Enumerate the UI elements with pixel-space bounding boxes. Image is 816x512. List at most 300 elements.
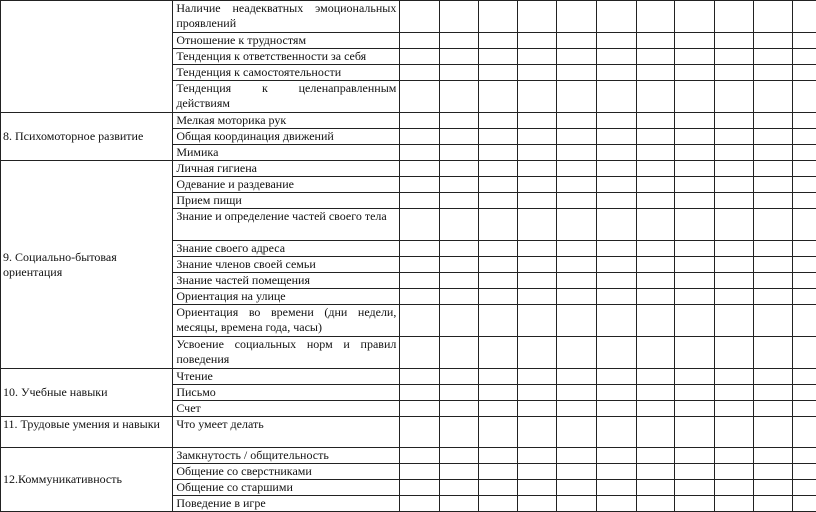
score-cell[interactable] — [479, 241, 518, 257]
score-cell[interactable] — [479, 193, 518, 209]
score-cell[interactable] — [792, 1, 816, 33]
score-cell[interactable] — [517, 161, 557, 177]
score-cell[interactable] — [400, 257, 440, 273]
indicator-cell: Что умеет делать — [173, 417, 400, 448]
score-cell[interactable] — [792, 305, 816, 337]
score-cell[interactable] — [439, 49, 479, 65]
score-cell[interactable] — [675, 417, 715, 448]
score-cell[interactable] — [439, 401, 479, 417]
score-cell[interactable] — [517, 448, 557, 464]
indicator-cell: Знание частей помещения — [173, 273, 400, 289]
score-cell[interactable] — [714, 480, 754, 496]
score-cell[interactable] — [714, 33, 754, 49]
score-cell[interactable] — [439, 145, 479, 161]
score-cell[interactable] — [754, 448, 793, 464]
score-cell[interactable] — [400, 496, 440, 512]
score-cell[interactable] — [517, 273, 557, 289]
score-cell[interactable] — [792, 193, 816, 209]
score-cell[interactable] — [439, 448, 479, 464]
score-cell[interactable] — [479, 49, 518, 65]
score-cell[interactable] — [557, 209, 597, 241]
score-cell[interactable] — [792, 289, 816, 305]
score-cell[interactable] — [675, 129, 715, 145]
score-cell[interactable] — [517, 496, 557, 512]
score-cell[interactable] — [636, 65, 675, 81]
score-cell[interactable] — [400, 369, 440, 385]
score-cell[interactable] — [597, 385, 637, 401]
score-cell[interactable] — [754, 385, 793, 401]
score-cell[interactable] — [792, 129, 816, 145]
score-cell[interactable] — [754, 480, 793, 496]
score-cell[interactable] — [675, 113, 715, 129]
score-cell[interactable] — [636, 337, 675, 369]
score-cell[interactable] — [675, 369, 715, 385]
score-cell[interactable] — [754, 65, 793, 81]
score-cell[interactable] — [557, 417, 597, 448]
score-cell[interactable] — [754, 49, 793, 65]
score-cell[interactable] — [754, 161, 793, 177]
indicator-cell: Усвоение социальных норм и правил поведения — [173, 337, 400, 369]
score-cell[interactable] — [636, 145, 675, 161]
score-cell[interactable] — [675, 177, 715, 193]
score-cell[interactable] — [714, 369, 754, 385]
score-cell[interactable] — [675, 273, 715, 289]
score-cell[interactable] — [597, 145, 637, 161]
score-cell[interactable] — [714, 209, 754, 241]
score-cell[interactable] — [400, 417, 440, 448]
score-cell[interactable] — [636, 257, 675, 273]
score-cell[interactable] — [439, 496, 479, 512]
score-cell[interactable] — [439, 33, 479, 49]
score-cell[interactable] — [557, 161, 597, 177]
score-cell[interactable] — [636, 385, 675, 401]
score-cell[interactable] — [517, 464, 557, 480]
score-cell[interactable] — [597, 65, 637, 81]
score-cell[interactable] — [597, 369, 637, 385]
score-cell[interactable] — [675, 385, 715, 401]
score-cell[interactable] — [517, 1, 557, 33]
score-cell[interactable] — [754, 369, 793, 385]
score-cell[interactable] — [636, 81, 675, 113]
score-cell[interactable] — [754, 113, 793, 129]
score-cell[interactable] — [714, 464, 754, 480]
score-cell[interactable] — [517, 209, 557, 241]
score-cell[interactable] — [792, 257, 816, 273]
score-cell[interactable] — [597, 177, 637, 193]
score-cell[interactable] — [792, 177, 816, 193]
score-cell[interactable] — [754, 401, 793, 417]
score-cell[interactable] — [439, 129, 479, 145]
score-cell[interactable] — [675, 496, 715, 512]
score-cell[interactable] — [714, 337, 754, 369]
score-cell[interactable] — [517, 417, 557, 448]
score-cell[interactable] — [557, 448, 597, 464]
score-cell[interactable] — [597, 417, 637, 448]
score-cell[interactable] — [400, 1, 440, 33]
score-cell[interactable] — [479, 129, 518, 145]
score-cell[interactable] — [479, 417, 518, 448]
score-cell[interactable] — [479, 161, 518, 177]
score-cell[interactable] — [517, 305, 557, 337]
score-cell[interactable] — [636, 49, 675, 65]
score-cell[interactable] — [400, 289, 440, 305]
score-cell[interactable] — [792, 161, 816, 177]
score-cell[interactable] — [597, 241, 637, 257]
score-cell[interactable] — [714, 401, 754, 417]
score-cell[interactable] — [517, 369, 557, 385]
score-cell[interactable] — [792, 33, 816, 49]
score-cell[interactable] — [597, 1, 637, 33]
score-cell[interactable] — [479, 65, 518, 81]
score-cell[interactable] — [479, 257, 518, 273]
score-cell[interactable] — [479, 33, 518, 49]
score-cell[interactable] — [517, 81, 557, 113]
score-cell[interactable] — [792, 49, 816, 65]
score-cell[interactable] — [597, 113, 637, 129]
score-cell[interactable] — [792, 496, 816, 512]
score-cell[interactable] — [754, 257, 793, 273]
score-cell[interactable] — [675, 448, 715, 464]
score-cell[interactable] — [479, 209, 518, 241]
score-cell[interactable] — [517, 33, 557, 49]
indicator-cell: Мимика — [173, 145, 400, 161]
score-cell[interactable] — [400, 193, 440, 209]
table-row — [1, 417, 816, 448]
score-cell[interactable] — [675, 289, 715, 305]
score-cell[interactable] — [400, 65, 440, 81]
score-cell[interactable] — [675, 49, 715, 65]
table-row — [1, 369, 816, 385]
score-cell[interactable] — [675, 305, 715, 337]
score-cell[interactable] — [517, 145, 557, 161]
score-cell[interactable] — [517, 480, 557, 496]
score-cell[interactable] — [675, 145, 715, 161]
score-cell[interactable] — [400, 145, 440, 161]
indicator-cell: Тенденция к целенаправленным действиям — [173, 81, 400, 113]
score-cell[interactable] — [754, 496, 793, 512]
score-cell[interactable] — [439, 337, 479, 369]
score-cell[interactable] — [675, 161, 715, 177]
score-cell[interactable] — [557, 1, 597, 33]
score-cell[interactable] — [675, 81, 715, 113]
score-cell[interactable] — [439, 113, 479, 129]
score-cell[interactable] — [400, 33, 440, 49]
score-cell[interactable] — [400, 464, 440, 480]
score-cell[interactable] — [597, 464, 637, 480]
score-cell[interactable] — [792, 241, 816, 257]
score-cell[interactable] — [479, 113, 518, 129]
score-cell[interactable] — [675, 401, 715, 417]
score-cell[interactable] — [675, 193, 715, 209]
score-cell[interactable] — [714, 65, 754, 81]
score-cell[interactable] — [517, 337, 557, 369]
score-cell[interactable] — [479, 305, 518, 337]
score-cell[interactable] — [557, 33, 597, 49]
score-cell[interactable] — [754, 464, 793, 480]
score-cell[interactable] — [557, 257, 597, 273]
score-cell[interactable] — [400, 241, 440, 257]
score-cell[interactable] — [597, 193, 637, 209]
score-cell[interactable] — [636, 209, 675, 241]
score-cell[interactable] — [557, 145, 597, 161]
score-cell[interactable] — [439, 257, 479, 273]
score-cell[interactable] — [517, 49, 557, 65]
score-cell[interactable] — [479, 337, 518, 369]
score-cell[interactable] — [792, 337, 816, 369]
indicator-cell: Личная гигиена — [173, 161, 400, 177]
score-cell[interactable] — [754, 129, 793, 145]
score-cell[interactable] — [439, 417, 479, 448]
score-cell[interactable] — [400, 81, 440, 113]
score-cell[interactable] — [675, 257, 715, 273]
score-cell[interactable] — [479, 81, 518, 113]
score-cell[interactable] — [714, 305, 754, 337]
score-cell[interactable] — [714, 161, 754, 177]
score-cell[interactable] — [597, 209, 637, 241]
score-cell[interactable] — [557, 464, 597, 480]
score-cell[interactable] — [792, 369, 816, 385]
score-cell[interactable] — [439, 65, 479, 81]
score-cell[interactable] — [792, 464, 816, 480]
score-cell[interactable] — [754, 305, 793, 337]
score-cell[interactable] — [714, 257, 754, 273]
score-cell[interactable] — [479, 401, 518, 417]
score-cell[interactable] — [792, 81, 816, 113]
score-cell[interactable] — [400, 177, 440, 193]
score-cell[interactable] — [439, 305, 479, 337]
score-cell[interactable] — [557, 401, 597, 417]
score-cell[interactable] — [792, 401, 816, 417]
score-cell[interactable] — [439, 369, 479, 385]
score-cell[interactable] — [754, 145, 793, 161]
score-cell[interactable] — [439, 177, 479, 193]
score-cell[interactable] — [714, 177, 754, 193]
score-cell[interactable] — [557, 81, 597, 113]
score-cell[interactable] — [636, 289, 675, 305]
score-cell[interactable] — [792, 448, 816, 464]
score-cell[interactable] — [754, 417, 793, 448]
score-cell[interactable] — [597, 129, 637, 145]
score-cell[interactable] — [439, 209, 479, 241]
score-cell[interactable] — [439, 464, 479, 480]
score-cell[interactable] — [714, 385, 754, 401]
score-cell[interactable] — [557, 113, 597, 129]
score-cell[interactable] — [714, 81, 754, 113]
score-cell[interactable] — [517, 193, 557, 209]
score-cell[interactable] — [675, 33, 715, 49]
score-cell[interactable] — [439, 161, 479, 177]
score-cell[interactable] — [636, 273, 675, 289]
score-cell[interactable] — [479, 480, 518, 496]
score-cell[interactable] — [754, 289, 793, 305]
score-cell[interactable] — [792, 417, 816, 448]
score-cell[interactable] — [714, 448, 754, 464]
score-cell[interactable] — [557, 337, 597, 369]
score-cell[interactable] — [439, 193, 479, 209]
score-cell[interactable] — [714, 49, 754, 65]
score-cell[interactable] — [597, 496, 637, 512]
score-cell[interactable] — [597, 81, 637, 113]
score-cell[interactable] — [479, 289, 518, 305]
score-cell[interactable] — [636, 241, 675, 257]
indicator-cell: Мелкая моторика рук — [173, 113, 400, 129]
score-cell[interactable] — [479, 273, 518, 289]
score-cell[interactable] — [597, 401, 637, 417]
score-cell[interactable] — [517, 401, 557, 417]
score-cell[interactable] — [636, 305, 675, 337]
score-cell[interactable] — [675, 337, 715, 369]
score-cell[interactable] — [636, 496, 675, 512]
indicator-cell: Знание членов своей семьи — [173, 257, 400, 273]
score-cell[interactable] — [792, 113, 816, 129]
score-cell[interactable] — [636, 33, 675, 49]
score-cell[interactable] — [675, 464, 715, 480]
score-cell[interactable] — [400, 480, 440, 496]
score-cell[interactable] — [479, 385, 518, 401]
score-cell[interactable] — [636, 417, 675, 448]
score-cell[interactable] — [792, 65, 816, 81]
score-cell[interactable] — [792, 385, 816, 401]
score-cell[interactable] — [597, 257, 637, 273]
score-cell[interactable] — [597, 305, 637, 337]
score-cell[interactable] — [517, 385, 557, 401]
score-cell[interactable] — [597, 273, 637, 289]
score-cell[interactable] — [439, 241, 479, 257]
score-cell[interactable] — [557, 177, 597, 193]
score-cell[interactable] — [636, 177, 675, 193]
score-cell[interactable] — [439, 385, 479, 401]
score-cell[interactable] — [714, 145, 754, 161]
score-cell[interactable] — [479, 369, 518, 385]
score-cell[interactable] — [517, 113, 557, 129]
indicator-cell: Отношение к трудностям — [173, 33, 400, 49]
score-cell[interactable] — [557, 241, 597, 257]
category-cell: 8. Психомоторное развитие — [1, 113, 173, 161]
score-cell[interactable] — [597, 448, 637, 464]
score-cell[interactable] — [754, 33, 793, 49]
score-cell[interactable] — [557, 480, 597, 496]
score-cell[interactable] — [439, 1, 479, 33]
score-cell[interactable] — [792, 480, 816, 496]
score-cell[interactable] — [675, 241, 715, 257]
score-cell[interactable] — [479, 1, 518, 33]
score-cell[interactable] — [754, 193, 793, 209]
score-cell[interactable] — [400, 161, 440, 177]
score-cell[interactable] — [517, 129, 557, 145]
category-cell: 9. Социально-бытовая ориентация — [1, 161, 173, 369]
score-cell[interactable] — [754, 177, 793, 193]
score-cell[interactable] — [597, 33, 637, 49]
score-cell[interactable] — [675, 480, 715, 496]
score-cell[interactable] — [636, 1, 675, 33]
score-cell[interactable] — [636, 129, 675, 145]
score-cell[interactable] — [517, 289, 557, 305]
score-cell[interactable] — [636, 448, 675, 464]
score-cell[interactable] — [636, 480, 675, 496]
score-cell[interactable] — [636, 369, 675, 385]
score-cell[interactable] — [754, 337, 793, 369]
score-cell[interactable] — [714, 496, 754, 512]
score-cell[interactable] — [714, 273, 754, 289]
score-cell[interactable] — [714, 241, 754, 257]
score-cell[interactable] — [517, 241, 557, 257]
score-cell[interactable] — [517, 65, 557, 81]
score-cell[interactable] — [400, 129, 440, 145]
score-cell[interactable] — [714, 1, 754, 33]
score-cell[interactable] — [557, 193, 597, 209]
score-cell[interactable] — [400, 305, 440, 337]
score-cell[interactable] — [636, 161, 675, 177]
score-cell[interactable] — [479, 145, 518, 161]
score-cell[interactable] — [557, 305, 597, 337]
score-cell[interactable] — [714, 193, 754, 209]
score-cell[interactable] — [675, 65, 715, 81]
score-cell[interactable] — [675, 1, 715, 33]
score-cell[interactable] — [400, 385, 440, 401]
score-cell[interactable] — [636, 113, 675, 129]
score-cell[interactable] — [479, 464, 518, 480]
score-cell[interactable] — [792, 145, 816, 161]
score-cell[interactable] — [479, 177, 518, 193]
score-cell[interactable] — [439, 480, 479, 496]
score-cell[interactable] — [714, 417, 754, 448]
score-cell[interactable] — [714, 113, 754, 129]
score-cell[interactable] — [517, 257, 557, 273]
score-cell[interactable] — [557, 65, 597, 81]
score-cell[interactable] — [675, 209, 715, 241]
score-cell[interactable] — [439, 81, 479, 113]
score-cell[interactable] — [597, 480, 637, 496]
score-cell[interactable] — [557, 385, 597, 401]
score-cell[interactable] — [714, 129, 754, 145]
score-cell[interactable] — [400, 448, 440, 464]
score-cell[interactable] — [714, 289, 754, 305]
score-cell[interactable] — [557, 129, 597, 145]
score-cell[interactable] — [479, 448, 518, 464]
score-cell[interactable] — [557, 289, 597, 305]
score-cell[interactable] — [597, 289, 637, 305]
table-row — [1, 448, 816, 464]
score-cell[interactable] — [754, 81, 793, 113]
score-cell[interactable] — [439, 273, 479, 289]
score-cell[interactable] — [517, 177, 557, 193]
score-cell[interactable] — [479, 496, 518, 512]
score-cell[interactable] — [557, 369, 597, 385]
score-cell[interactable] — [597, 161, 637, 177]
score-cell[interactable] — [557, 49, 597, 65]
score-cell[interactable] — [754, 273, 793, 289]
score-cell[interactable] — [400, 209, 440, 241]
score-cell[interactable] — [754, 209, 793, 241]
score-cell[interactable] — [557, 496, 597, 512]
score-cell[interactable] — [636, 401, 675, 417]
score-cell[interactable] — [400, 113, 440, 129]
score-cell[interactable] — [597, 49, 637, 65]
score-cell[interactable] — [400, 337, 440, 369]
score-cell[interactable] — [400, 273, 440, 289]
score-cell[interactable] — [597, 337, 637, 369]
score-cell[interactable] — [400, 49, 440, 65]
score-cell[interactable] — [636, 193, 675, 209]
score-cell[interactable] — [792, 273, 816, 289]
score-cell[interactable] — [439, 289, 479, 305]
score-cell[interactable] — [754, 1, 793, 33]
score-cell[interactable] — [792, 209, 816, 241]
score-cell[interactable] — [636, 464, 675, 480]
score-cell[interactable] — [557, 273, 597, 289]
score-cell[interactable] — [400, 401, 440, 417]
score-cell[interactable] — [754, 241, 793, 257]
